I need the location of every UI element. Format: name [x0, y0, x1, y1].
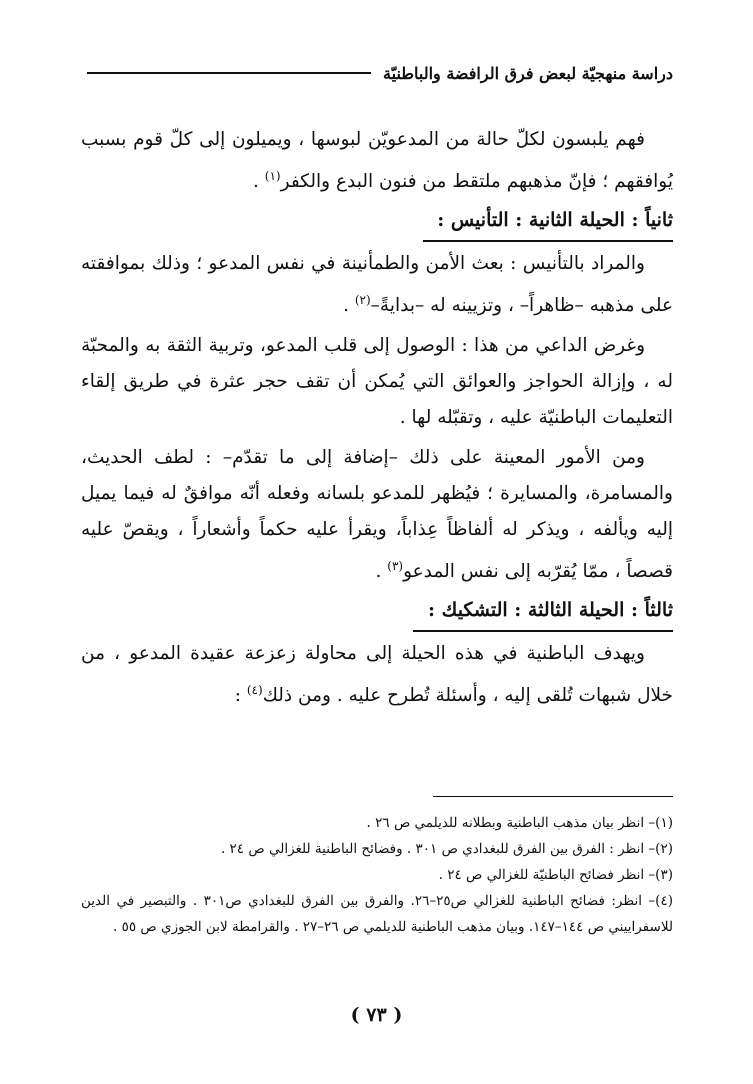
footnote-ref-3[interactable]: (٣) — [387, 559, 404, 574]
footnote-2: (٢)– انظر : الفرق بين الفرق للبغدادي ص ٣٠١ . وفضائح الباطنية للغزالي ص ٢٤ . — [220, 841, 673, 857]
footnote-ref-1[interactable]: (١) — [264, 169, 281, 183]
paragraph-1: فهم يلبسون لكلّ حالة من المدعويّن لبوسها ، ويميلون إلى كلّ قوم بسبب يُوافقهم ؛ فإنّ مذهبهم ملتقط من فنون البدع والكفر$^{(١)}$ . — [81, 129, 673, 193]
footnote-3: (٣)– انظر فضائح الباطنيّة للغزالي ص ٢٤ . — [438, 867, 673, 883]
paragraph-4: ومن الأمور المعينة على ذلك –إضافة إلى ما تقدّم– : لطف الحديث، والمسامرة، والمسايرة ؛ فيُظهر للمدعو بلسانه وفعله أنّه موافقٌ له فيما يميل إليه ويألفه ، ويذكر له ألفاظاً عِذاباً، ويقرأ عليه حكماً وأشعاراً ، ويقصّ عليه قصصاً ، ممّا يُقرّبه إلى نفس المدعو$^{(٣)}$ . — [81, 447, 673, 583]
footnotes — [81, 810, 673, 940]
footnote-ref-2[interactable]: (٢) — [354, 293, 371, 308]
footnote-rule — [433, 796, 673, 797]
footnote-4: (٤)– انظر: فضائح الباطنية للغزالي ص٢٥–٢٦. والفرق بين الفرق للبغدادي ص٣٠١ . والتبصير في الدين للاسفراييني ص ١٤٤–١٤٧. وبيان مذهب الباطنية للديلمي ص ٢٦–٢٧ . والقرامطة لابن الجوزي ص ٥٥ . — [81, 893, 673, 935]
footnote-1: (١)– انظر بيان مذهب الباطنية وبطلانه للديلمي ص ٢٦ . — [366, 815, 673, 831]
paragraph-5: ويهدف الباطنية في هذه الحيلة إلى محاولة زعزعة عقيدة المدعو ، من خلال شبهات تُلقى إليه ، وأسئلة تُطرح عليه . ومن ذلك$^{(٤)}$ : — [81, 643, 673, 707]
page-number: ( ٧٣ ) — [350, 1004, 403, 1026]
heading-second-trick: ثانياً : الحيلة الثانية : التأنيس : — [437, 209, 673, 232]
heading-underline — [413, 630, 673, 632]
running-header — [83, 58, 673, 88]
heading-underline — [423, 240, 673, 242]
running-title: دراسة منهجيّة لبعض فرق الرافضة والباطنيّة — [383, 63, 673, 83]
paragraph-2: والمراد بالتأنيس : بعث الأمن والطمأنينة في نفس المدعو ؛ وذلك بموافقته على مذهبه –ظاهراً– ، وتزيينه له –بدايةً–$^{(٢)}$ . — [81, 253, 673, 317]
header-rule — [87, 72, 371, 74]
heading-third-trick: ثالثاً : الحيلة الثالثة : التشكيك : — [428, 599, 673, 622]
paragraph-3: وغرض الداعي من هذا : الوصول إلى قلب المدعو، وتربية الثقة به والمحبّة له ، وإزالة الحواجز والعوائق التي يُمكن أن تقف حجر عثرة في طريق إلقاء التعليمات الباطنيّة عليه ، وتقبّله لها . — [81, 335, 673, 429]
footnote-ref-4[interactable]: (٤) — [246, 683, 263, 698]
main-text — [81, 122, 673, 715]
